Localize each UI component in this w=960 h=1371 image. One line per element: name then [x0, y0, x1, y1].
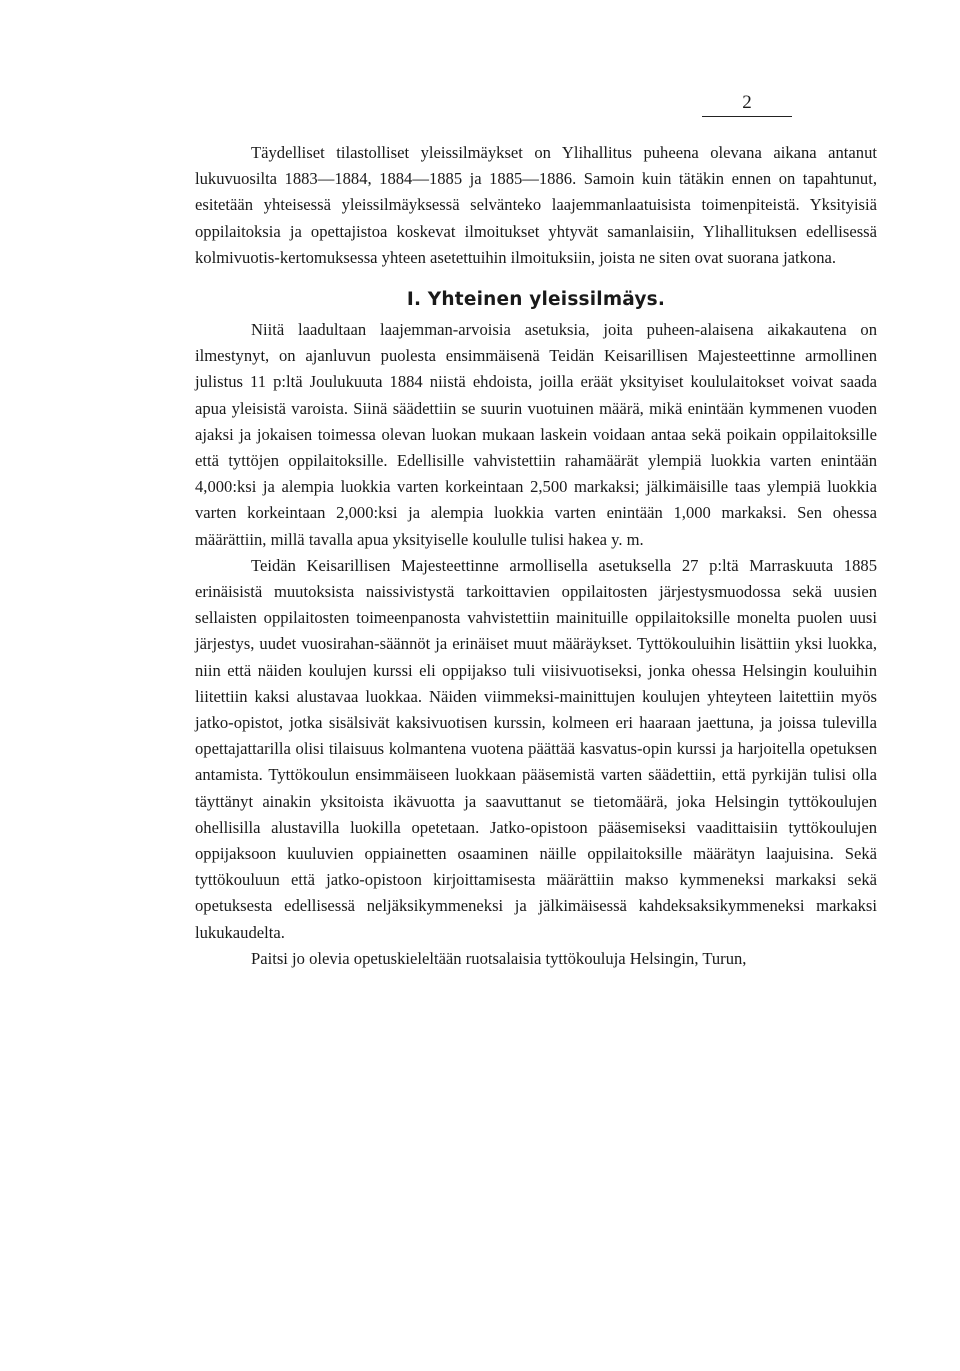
page-number: 2: [702, 92, 792, 117]
section-paragraph-1: Niitä laadultaan laajemman-arvoisia asetuksia, joita puheen-alaisena aikakautena on ilmestynyt, on ajanluvun puolesta ensimmäisenä Teidän Keisarillisen Majesteettinne armollinen julistus 11 p:ltä Joulukuuta 1884 niistä ehdoista, joilla eräät yksityiset koululaitokset voivat saada apua yleisistä varoista. Siinä säädettiin se suurin vuotuinen määrä, mikä enintään kymmenen vuoden ajaksi ja jokaisen toimessa olevan luokan mukaan laskein voidaan antaa sekä poikain oppilaitoksille että tyttöjen oppilaitoksille. Edellisille vahvistettiin rahamäärät ylempiä luokkia varten enintään 4,000:ksi ja alempia luokkia varten korkeintaan 2,500 markaksi; jälkimäisille taas ylempiä luokkia varten korkeintaan 2,000:ksi ja alempia luokkia varten enintään 1,000 markaksi. Sen ohessa määrättiin, millä tavalla apua yksityiselle koululle tulisi hakea y. m.: [195, 320, 877, 549]
intro-paragraph: Täydelliset tilastolliset yleissilmäykset on Ylihallitus puheena olevana aikana antanut lukuvuosilta 1883—1884, 1884—1885 ja 1885—1886. Samoin kuin tätäkin ennen on tapahtunut, esitetään yhteisessä yleissilmäyksessä selvänteko laajemmanlaatuisista toimenpiteistä. Yksityisiä oppilaitoksia ja opettajistoa koskevat ilmoitukset yhtyvät samanlaisiin, Ylihallituksen edellisessä kolmivuotis-kertomuksessa yhteen asetettuihin ilmoituksiin, joista ne siten ovat suorana jatkona.: [195, 143, 877, 267]
section-paragraph-3: Paitsi jo olevia opetuskieleltään ruotsalaisia tyttökouluja Helsingin, Turun,: [251, 948, 747, 968]
page-content: [195, 140, 877, 972]
section-paragraph-2: Teidän Keisarillisen Majesteettinne armollisella asetuksella 27 p:ltä Marraskuuta 1885 erinäisistä muutoksista naissivistystä tarkoittavien oppilaitosten järjestysmuodossa sekä uusien sellaisten oppilaitosten toimeenpanosta vahvistettiin mainituille oppilaitoksille monelta puolen uusi järjestys, uudet vuosirahan-säännöt ja erinäiset muut määräykset. Tyttökouluihin lisättiin yksi luokka, niin että näiden koulujen kurssi eli oppijakso tuli viisivuotiseksi, jonka ohessa Helsingin kouluihin liitettiin kaksi alustavaa luokkaa. Näiden viimmeksi-mainittujen koulujen yhteyteen laitettiin myös jatko-opistot, jotka sisälsivät kaksivuotisen kurssin, kolmeen eri haaraan jaettuna, ja joissa tulevilla opettajattarilla olisi tilaisuus kolmantena vuotena päättää kasvatus-opin kurssi ja harjoitella opetuksen antamista. Tyttökoulun ensimmäiseen luokkaan pääsemistä varten säädettiin, että pyrkijän tulisi olla täyttänyt ainakin yksitoista ikävuotta ja saavuttanut se tietomäärä, joka Helsingin tyttökoulujen ohellisilla alustavilla luokilla opetetaan. Jatko-opistoon pääsemiseksi vaadittaisiin tyttökoulujen oppijaksoon kuuluvien oppiainetten osaaminen näille oppilaitoksille määrätyn laajuisina. Sekä tyttökouluun että jatko-opistoon kirjoittamisesta määrättiin makso kymmeneksi markaksi sekä opetuksesta edellisessä neljäksikymmeneksi ja jälkimäisessä kahdeksaksikymmeneksi markaksi lukukaudelta.: [195, 555, 877, 942]
section-heading: I. Yhteinen yleissilmäys.: [406, 289, 666, 311]
